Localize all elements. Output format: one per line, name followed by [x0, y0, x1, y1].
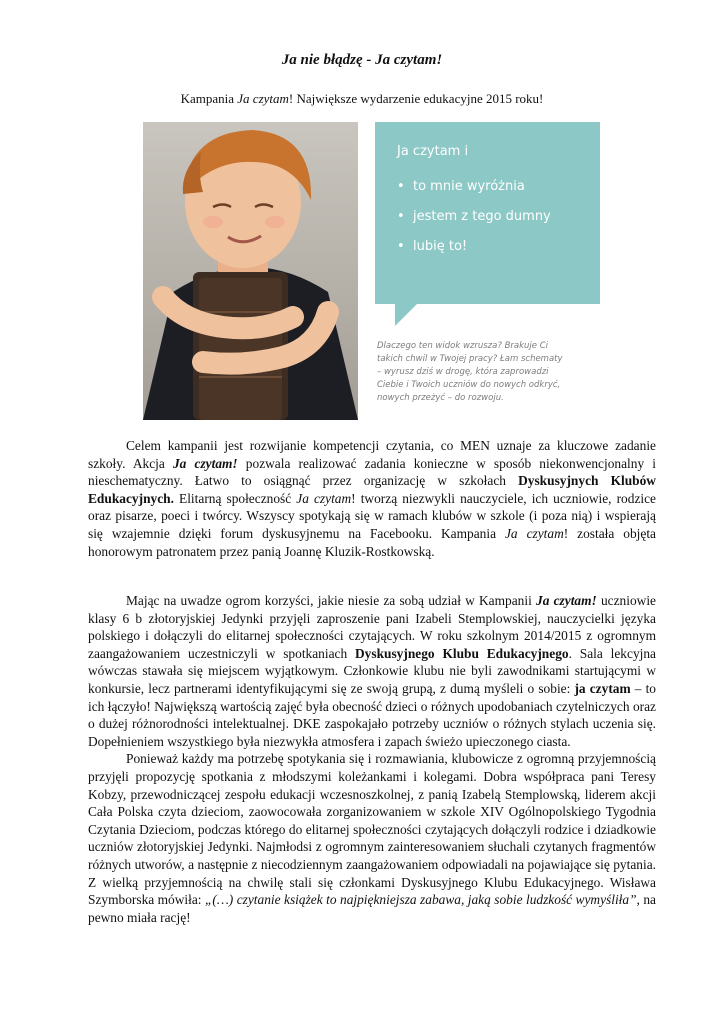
text-run: Mając na uwadze ogrom korzyści, jakie niesie za sobą udział w Kampanii: [126, 593, 537, 608]
figure-caption: [377, 340, 600, 405]
text-run: „(…) czytanie książek to najpiękniejsza zabawa, jaką sobie ludzkość wymyśliła”,: [204, 892, 640, 908]
text-run: uczniowie klasy 6 b złotoryjskiej Jedynki przyjęli zaproszenie pani Izabeli Stemplowskiej, nauczycielki języka polskiego i dołączyli do elitarnej społeczności czytających. W roku szkolnym 2014/2015 z ogromnym zaangażowaniem uczestniczyli w spotkaniach: [88, 593, 656, 661]
bubble-list-item: [397, 172, 551, 202]
paragraph-class-participation: [88, 592, 656, 750]
text-run: Ja czytam: [504, 525, 564, 541]
text-run: Elitarną społeczność: [173, 490, 297, 506]
boy-with-book-photo: [143, 122, 358, 420]
text-run: Celem kampanii jest rozwijanie kompetencji czytania, co MEN uznaje za kluczowe zadanie szkoły. Akcja: [88, 438, 656, 471]
bubble-list-item: [397, 232, 551, 262]
subtitle-text-c: ! Największe wydarzenie edukacyjne 2015 roku!: [288, 91, 544, 106]
text-run: ! tworzą niezwykli nauczyciele, ich uczniowie, rodzice oraz pisarze, poeci i twórcy. Wszyscy spotykają się w ramach klubów w szkole (i poza nią) i wspierają się wzajemnie dzięki forum dyskusyjnemu na Facebooku. Kampania: [88, 490, 657, 541]
text-run: ! została objęta honorowym patronatem przez panią Joannę Kluzik-Rostkowską.: [88, 525, 656, 559]
paragraph-campaign-goal: [88, 437, 656, 560]
document-subtitle: [0, 91, 724, 107]
quote-panel: [375, 122, 600, 420]
speech-bubble-tail: [395, 304, 417, 326]
text-run: Ja czytam: [296, 490, 352, 506]
document-title: Ja nie błądzę - Ja czytam!: [281, 52, 443, 68]
bullet-icon: •: [397, 239, 405, 254]
bubble-list: [397, 172, 551, 262]
speech-bubble: [375, 122, 600, 304]
body-section-2: [88, 592, 656, 926]
text-run: Ja czytam!: [536, 593, 597, 608]
bubble-item-text: jestem z tego dumny: [413, 209, 551, 224]
bullet-icon: •: [397, 179, 405, 194]
text-run: na pewno miała rację!: [88, 892, 656, 925]
bubble-heading: Ja czytam i: [397, 144, 469, 159]
bubble-list-item: [397, 202, 551, 232]
caption-line: – wyrusz dziś w drogę, która zaprowadzi: [377, 367, 549, 377]
text-run: Ja czytam!: [172, 455, 238, 471]
campaign-figure: [143, 122, 600, 420]
bubble-item-text: to mnie wyróżnia: [413, 179, 525, 194]
text-run: ja czytam: [574, 680, 631, 696]
text-run: pozwala realizować zadania konieczne w sposób niekonwencjonalny i nieschematyczny. Łatwo to osiągnąć przez organizację w szkołach: [88, 455, 657, 489]
bubble-item-text: lubię to!: [413, 239, 468, 254]
text-run: Dyskusyjnego Klubu Edukacyjnego: [355, 645, 569, 661]
text-run: – to ich łączyło! Największą wartością zajęć była obecność dzieci o różnych upodobaniach czytelniczych oraz o dużej różnorodności intelektualnej. DKE zaspokajało potrzeby uczniów o różnych stylach uczenia się. Dopełnieniem wszystkiego była niezwykła atmosfera i zapach świeżo upieczonego ciasta.: [88, 680, 656, 749]
caption-line: takich chwil w Twojej pracy? Łam schematy: [377, 354, 563, 364]
bullet-icon: •: [397, 209, 405, 224]
caption-line: Ciebie i Twoich uczniów do nowych odkryć,: [377, 380, 561, 390]
caption-line: nowych przeżyć – do rozwoju.: [377, 393, 504, 403]
text-run: . Sala lekcyjna wówczas stawała się miejscem wyjątkowym. Członkowie klubu nie byli zawodnikami startującymi w konkursie, lecz partnerami identyfikującymi się ze swoją grupą, z dumą myśleli o sobie:: [88, 645, 656, 696]
subtitle-campaign-name: Ja czytam: [237, 91, 289, 106]
text-run: Ponieważ każdy ma potrzebę spotykania się i rozmawiania, klubowicze z ogromną przyjemnością przyjęli propozycję spotkania z młodszymi koleżankami i kolegami. Dobra współpraca pani Teresy Kobzy, przewodniczącej zespołu edukacji wczesnoszkolnej, z panią Izabelą Stemplowską, liderem akcji Cała Polska czyta dzieciom, zaowocowała zorganizowaniem w szkole XIV Ogólnopolskiego Tygodnia Czytania Dzieciom, podczas którego do elitarnej społeczności czytających dołączyli rodzice i dziadkowie uczniów złotoryjskiej Jedynki. Najmłodsi z ogromnym zainteresowaniem słuchali czytanych fragmentów różnych utworów, a następnie z niecodziennym zaangażowaniem odpowiadali na pojawiające się pytania. Z wielką przyjemnością na chwilę stali się członkami Dyskusyjnego Klubu Edukacyjnego. Wisława Szymborska mówiła:: [88, 751, 656, 908]
text-run: Dyskusyjnych Klubów Edukacyjnych.: [88, 473, 656, 506]
caption-line: Dlaczego ten widok wzrusza? Brakuje Ci: [377, 341, 549, 351]
paragraph-reading-week: [88, 750, 656, 926]
subtitle-text-a: Kampania: [180, 91, 238, 106]
body-section-1: [88, 437, 656, 560]
